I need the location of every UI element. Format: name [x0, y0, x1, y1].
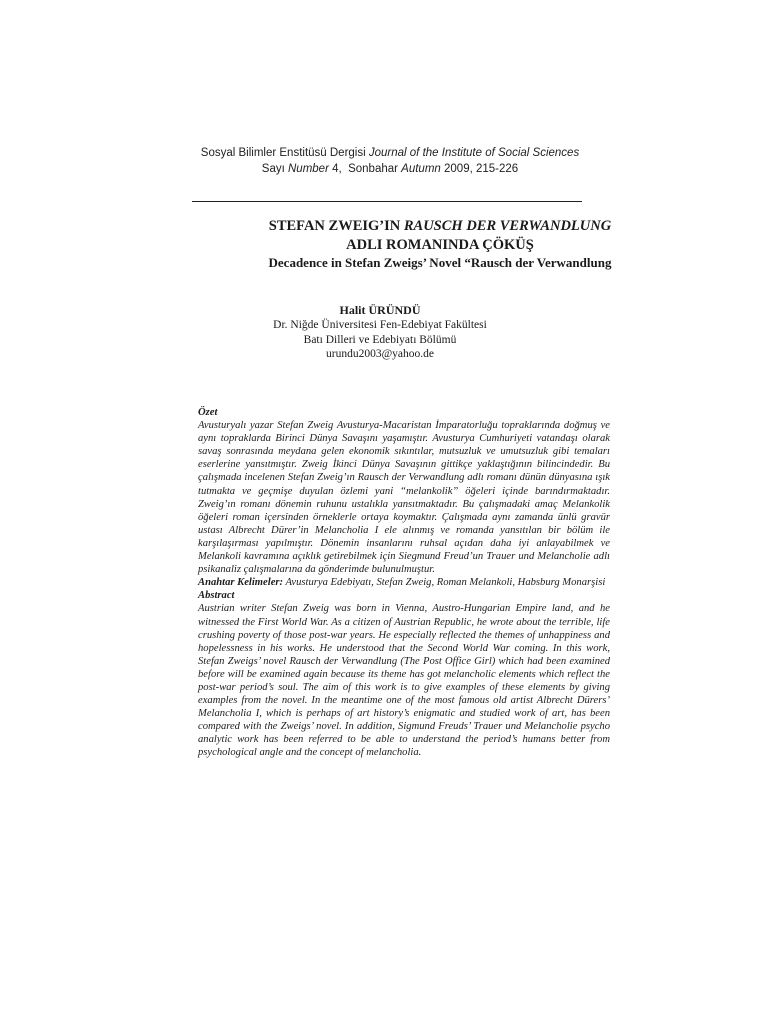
author-email: urundu2003@yahoo.de [325, 348, 434, 360]
issue-number: 4, [332, 163, 342, 175]
author-affiliation-2: Batı Dilleri ve Edebiyatı Bölümü [303, 333, 457, 346]
issue-label-tr: Sayı [261, 163, 285, 175]
keywords-text: Avusturya Edebiyatı, Stefan Zweig, Roman Melankoli, Habsburg Monarşisi [285, 577, 606, 589]
abstract-body [198, 406, 610, 760]
abstract-text: Austrian writer Stefan Zweig was born in Vienna, Austro-Hungarian Empire land, and he witnessed the First World War. As a citizen of Austrian Republic, he wrote about the terrible, life crushing poverty of those post-war years. He especially reflected the themes of unhappiness and hopelessness in his works. He understood that the Second World War coming. In this work, Stefan Zweigs’ novel Rausch der Verwandlung (The Post Office Girl) which had been examined before will be examined again because its theme has got melancholic elements which reflect the post-war period’s soul. The aim of this work is to give examples of these elements by giving examples from the novel. In the meantime one of the most famous old artist Albrecht Dürers’ Melancholia I, which is perhaps of art history’s enigmatic and studied work of art, has been compared with the Zweigs’ novel. In addition, Sigmund Freuds’ Trauer und Melancholie psycho analytic work has been referred to be able to understand the period’s humans better from psychological angle and the concept of melancholia. [198, 603, 610, 759]
journal-name-en: Journal of the Institute of Social Sciences [368, 147, 580, 159]
title-english: Decadence in Stefan Zweigs’ Novel “Rausch der Verwandlung [268, 255, 612, 270]
author-affiliation-1: Dr. Niğde Üniversitesi Fen-Edebiyat Fakültesi [273, 319, 487, 331]
ozet-text: Avusturyalı yazar Stefan Zweig Avusturya-Macaristan İmparatorluğu topraklarında doğmuş ve aynı topraklarda Birinci Dünya Savaşını yaşamıştır. Avusturya Cumhuriyeti vatandaşı olarak savaş sonrasında meydana gelen ekonomik sıkıntılar, mutsuzluk ve umutsuzluk gibi temaları eserlerine yansıtmıştır. Zweig İkinci Dünya Savaşının gittikçe yaklaştığının bilincindedir. Bu çalışmada incelenen Stefan Zweig’ın Rausch der Verwandlung adlı romanı dünün dünyasına ışık tutmakta ve geçmişe duyulan özlemi yani “melankolik” öğeleri içinde barındırmaktadır. Zweig’ın romanı dönemin ruhunu ustalıkla yansıtmaktadır. Bu çalışmadaki amaç Melankolik öğeleri roman içersinden örneklerle ortaya koymaktır. Çalışmada aynı zamanda ünlü gravür ustası Albrecht Dürer’in Melancholia I ele alınmış ve romanda yansıtılan bir bölüm ile karşılaşırması yapılmıştır. Dönemin insanlarını ruhsal açıdan daha iyi anlayabilmek ve Melankoli kavramına açıklık getirebilmek için Siegmund Freud’un Trauer und Melancholie adlı psikanaliz çalışmalarına da gönderimde bulunulmuştur. [198, 420, 610, 576]
keywords-line [198, 576, 610, 589]
year-pages: 2009, 215-226 [444, 163, 519, 175]
title-line-1 [195, 217, 685, 236]
author-name: Halit ÜRÜNDÜ [339, 303, 421, 317]
journal-name-tr: Sosyal Bilimler Enstitüsü Dergisi [200, 147, 366, 159]
journal-name-line [140, 145, 640, 161]
ozet-heading: Özet [198, 407, 218, 418]
author-block [250, 302, 510, 362]
header-divider [192, 201, 582, 202]
journal-header [140, 145, 640, 177]
keywords-label: Anahtar Kelimeler: [198, 577, 284, 589]
title-author-part: STEFAN ZWEIG’IN [268, 218, 401, 234]
abstract-heading: Abstract [198, 590, 235, 602]
title-line-2: ADLI ROMANINDA ÇÖKÜŞ [346, 237, 534, 253]
journal-issue-line [140, 161, 640, 177]
season-en: Autumn [401, 163, 441, 175]
season-tr: Sonbahar [348, 163, 398, 175]
issue-label-en: Number [288, 163, 329, 175]
article-title-block [195, 217, 685, 272]
title-novel-part: RAUSCH DER VERWANDLUNG [403, 218, 612, 234]
